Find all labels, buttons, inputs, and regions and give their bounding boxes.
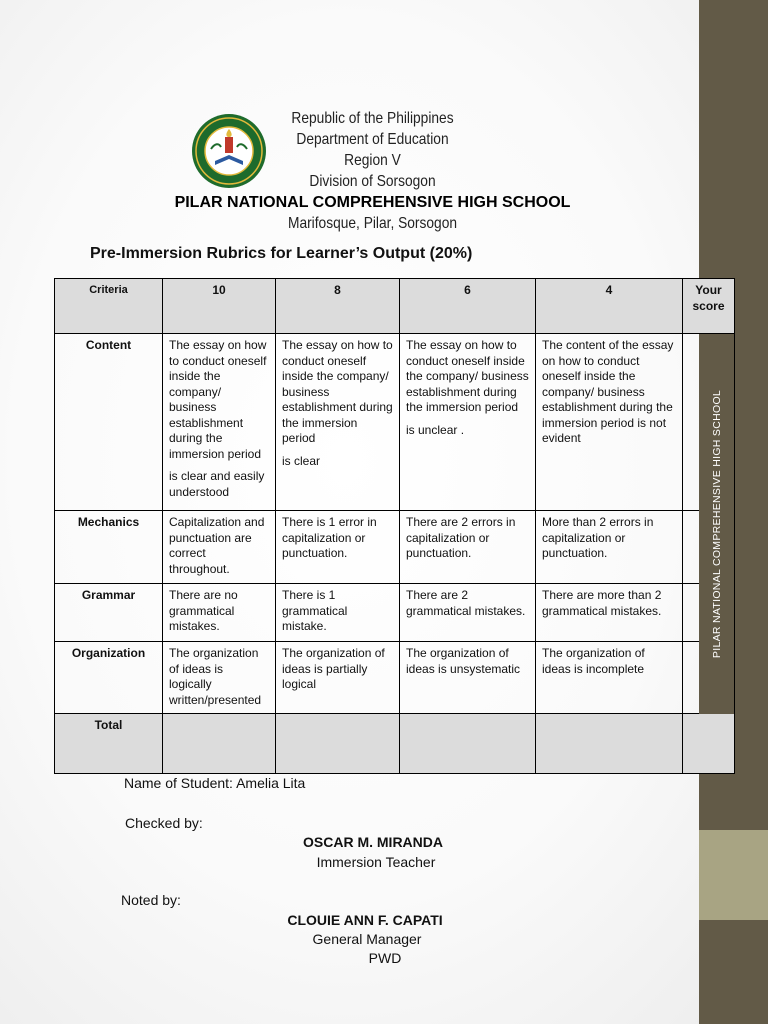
cell-text: The essay on how to conduct oneself inside the company/ business establishment during the immersion period [169, 338, 267, 461]
header-line-department: Department of Education [296, 131, 449, 148]
cell-organization-10: The organization of ideas is logically written/presented [163, 642, 276, 714]
letterhead [0, 108, 745, 234]
total-cell-8 [276, 714, 400, 774]
table-row [55, 584, 735, 642]
cell-text: The essay on how to conduct oneself inside the company/ business establishment during the immersion period [406, 338, 529, 414]
header-criteria: Criteria [55, 279, 163, 334]
noter-office: PWD [368, 950, 402, 966]
total-cell-6 [400, 714, 536, 774]
school-name: PILAR NATIONAL COMPREHENSIVE HIGH SCHOOL [174, 194, 571, 211]
header-your-score: Your score [683, 279, 735, 334]
cell-text: is unclear . [406, 422, 465, 437]
cell-mechanics-8: There is 1 error in capitalization or punctuation. [276, 511, 400, 584]
rubric-table [54, 278, 735, 774]
cell-content-8 [276, 334, 400, 511]
cell-grammar-6: There are 2 grammatical mistakes. [400, 584, 536, 642]
school-address: Marifosque, Pilar, Sorsogon [287, 215, 458, 232]
cell-text: The essay on how to conduct oneself inside the company/ business establishment during the immersion period [282, 338, 393, 445]
cell-grammar-8: There is 1 grammatical mistake. [276, 584, 400, 642]
cell-organization-4: The organization of ideas is incomplete [536, 642, 683, 714]
band-accent-block [699, 830, 768, 920]
total-cell-10 [163, 714, 276, 774]
criteria-grammar: Grammar [55, 584, 163, 642]
total-cell-4 [536, 714, 683, 774]
side-school-text: PILAR NATIONAL COMPREHENSIVE HIGH SCHOOL [710, 389, 723, 659]
cell-organization-6: The organization of ideas is unsystematic [400, 642, 536, 714]
side-school-banner [699, 334, 734, 714]
total-your-score[interactable] [683, 714, 735, 774]
header-score-6: 6 [400, 279, 536, 334]
cell-text: is clear and easily understood [169, 469, 265, 499]
criteria-mechanics: Mechanics [55, 511, 163, 584]
checker-name: OSCAR M. MIRANDA [303, 834, 443, 850]
noted-by-label: Noted by: [121, 892, 181, 908]
student-name: Name of Student: Amelia Lita [124, 775, 306, 791]
table-row [55, 511, 735, 584]
cell-content-4: The content of the essay on how to conduct oneself inside the company/ business establishment during the immersion period is not evident [536, 334, 683, 511]
header-line-republic: Republic of the Philippines [291, 110, 454, 127]
cell-mechanics-4: More than 2 errors in capitalization or punctuation. [536, 511, 683, 584]
header-score-4: 4 [536, 279, 683, 334]
table-row [55, 642, 735, 714]
cell-grammar-10: There are no grammatical mistakes. [163, 584, 276, 642]
checked-by-label: Checked by: [125, 815, 203, 831]
cell-organization-8: The organization of ideas is partially logical [276, 642, 400, 714]
cell-content-10 [163, 334, 276, 511]
header-score-8: 8 [276, 279, 400, 334]
criteria-content: Content [55, 334, 163, 511]
header-score-10: 10 [163, 279, 276, 334]
total-label: Total [55, 714, 163, 774]
checker-role: Immersion Teacher [316, 854, 436, 870]
rubric-title: Pre-Immersion Rubrics for Learner’s Output (20%) [90, 245, 473, 262]
cell-text: is clear [282, 453, 321, 468]
header-line-division: Division of Sorsogon [309, 173, 436, 190]
table-row [55, 334, 735, 511]
noter-name: CLOUIE ANN F. CAPATI [287, 912, 443, 928]
noter-role: General Manager [312, 931, 422, 947]
cell-content-6 [400, 334, 536, 511]
table-header-row [55, 279, 735, 334]
cell-grammar-4: There are more than 2 grammatical mistakes. [536, 584, 683, 642]
cell-mechanics-6: There are 2 errors in capitalization or punctuation. [400, 511, 536, 584]
cell-mechanics-10: Capitalization and punctuation are correct throughout. [163, 511, 276, 584]
criteria-organization: Organization [55, 642, 163, 714]
table-total-row [55, 714, 735, 774]
header-line-region: Region V [344, 152, 401, 169]
